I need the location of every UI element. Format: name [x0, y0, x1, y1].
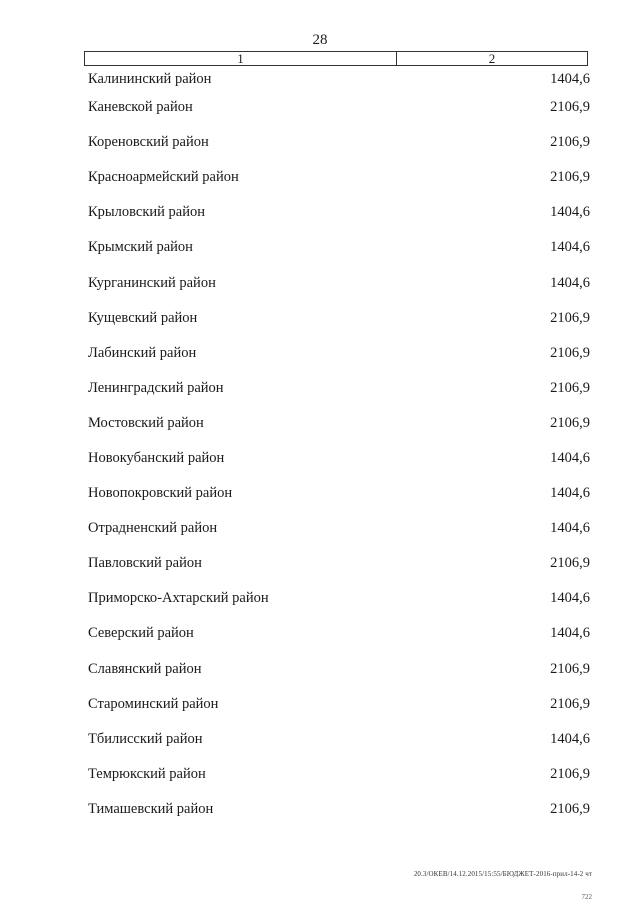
district-name: Кореновский район: [88, 134, 209, 151]
district-name: Новопокровский район: [88, 485, 233, 502]
table-header-col-1: 1: [85, 52, 397, 65]
district-value: 1404,6: [550, 625, 590, 642]
district-value: 1404,6: [550, 730, 590, 747]
district-value: 2106,9: [550, 99, 590, 116]
district-name: Тбилисский район: [88, 730, 203, 747]
district-name: Мостовский район: [88, 414, 204, 431]
document-stamp: 20.3/ОКЕВ/14.12.2015/15:55/БЮДЖЕТ-2016-прил-14-2 чт: [413, 870, 592, 878]
table-row: [86, 581, 594, 616]
table-body: [86, 68, 594, 827]
district-value: 1404,6: [550, 274, 590, 291]
table-row: [86, 687, 594, 722]
table-row: [86, 195, 594, 230]
table-row: [86, 125, 594, 160]
table-row: [86, 336, 594, 371]
table-row: [86, 230, 594, 265]
district-value: 1404,6: [550, 485, 590, 502]
district-value: 2106,9: [550, 660, 590, 677]
table-header: [84, 51, 588, 66]
district-name: Лабинский район: [88, 344, 197, 361]
table-row: [86, 546, 594, 581]
district-name: Курганинский район: [88, 274, 216, 291]
district-name: Красноармейский район: [88, 169, 239, 186]
table-row: [86, 511, 594, 546]
district-value: 2106,9: [550, 344, 590, 361]
table-header-col-2: 2: [488, 51, 496, 66]
table-row: [86, 301, 594, 336]
district-name: Северский район: [88, 625, 194, 642]
district-name: Калининский район: [88, 70, 212, 87]
table-row: [86, 757, 594, 792]
district-value: 2106,9: [550, 765, 590, 782]
district-value: 1404,6: [550, 204, 590, 221]
district-value: 2106,9: [550, 800, 590, 817]
table-row: [86, 476, 594, 511]
district-value: 2106,9: [550, 169, 590, 186]
table-row: [86, 160, 594, 195]
district-value: 1404,6: [550, 449, 590, 466]
district-value: 1404,6: [550, 590, 590, 607]
district-value: 2106,9: [550, 555, 590, 572]
district-name: Крымский район: [88, 239, 193, 256]
table-row: [86, 90, 594, 125]
district-name: Ленинградский район: [88, 379, 224, 396]
district-name: Отрадненский район: [88, 520, 218, 537]
district-value: 2106,9: [550, 414, 590, 431]
district-value: 1404,6: [550, 520, 590, 537]
table-row: [86, 792, 594, 827]
district-name: Темрюкский район: [88, 765, 206, 782]
table-row: [86, 265, 594, 300]
district-value: 1404,6: [550, 239, 590, 256]
table-row: [86, 616, 594, 651]
district-value: 2106,9: [550, 695, 590, 712]
district-value: 2106,9: [550, 379, 590, 396]
district-name: Тимашевский район: [88, 800, 214, 817]
document-mark: 722: [581, 893, 592, 901]
table-row: [86, 652, 594, 687]
district-name: Новокубанский район: [88, 449, 225, 466]
table-row: [86, 68, 594, 90]
table-row: [86, 722, 594, 757]
table-row: [86, 441, 594, 476]
table-row: [86, 406, 594, 441]
district-name: Приморско-Ахтарский район: [88, 590, 269, 607]
district-name: Крыловский район: [88, 204, 205, 221]
district-name: Каневской район: [88, 99, 193, 116]
district-name: Староминский район: [88, 695, 219, 712]
district-value: 2106,9: [550, 309, 590, 326]
district-name: Славянский район: [88, 660, 202, 677]
table-row: [86, 371, 594, 406]
district-name: Кущевский район: [88, 309, 198, 326]
district-name: Павловский район: [88, 555, 202, 572]
district-value: 1404,6: [550, 70, 590, 87]
district-value: 2106,9: [550, 134, 590, 151]
page-number: 28: [312, 32, 328, 48]
